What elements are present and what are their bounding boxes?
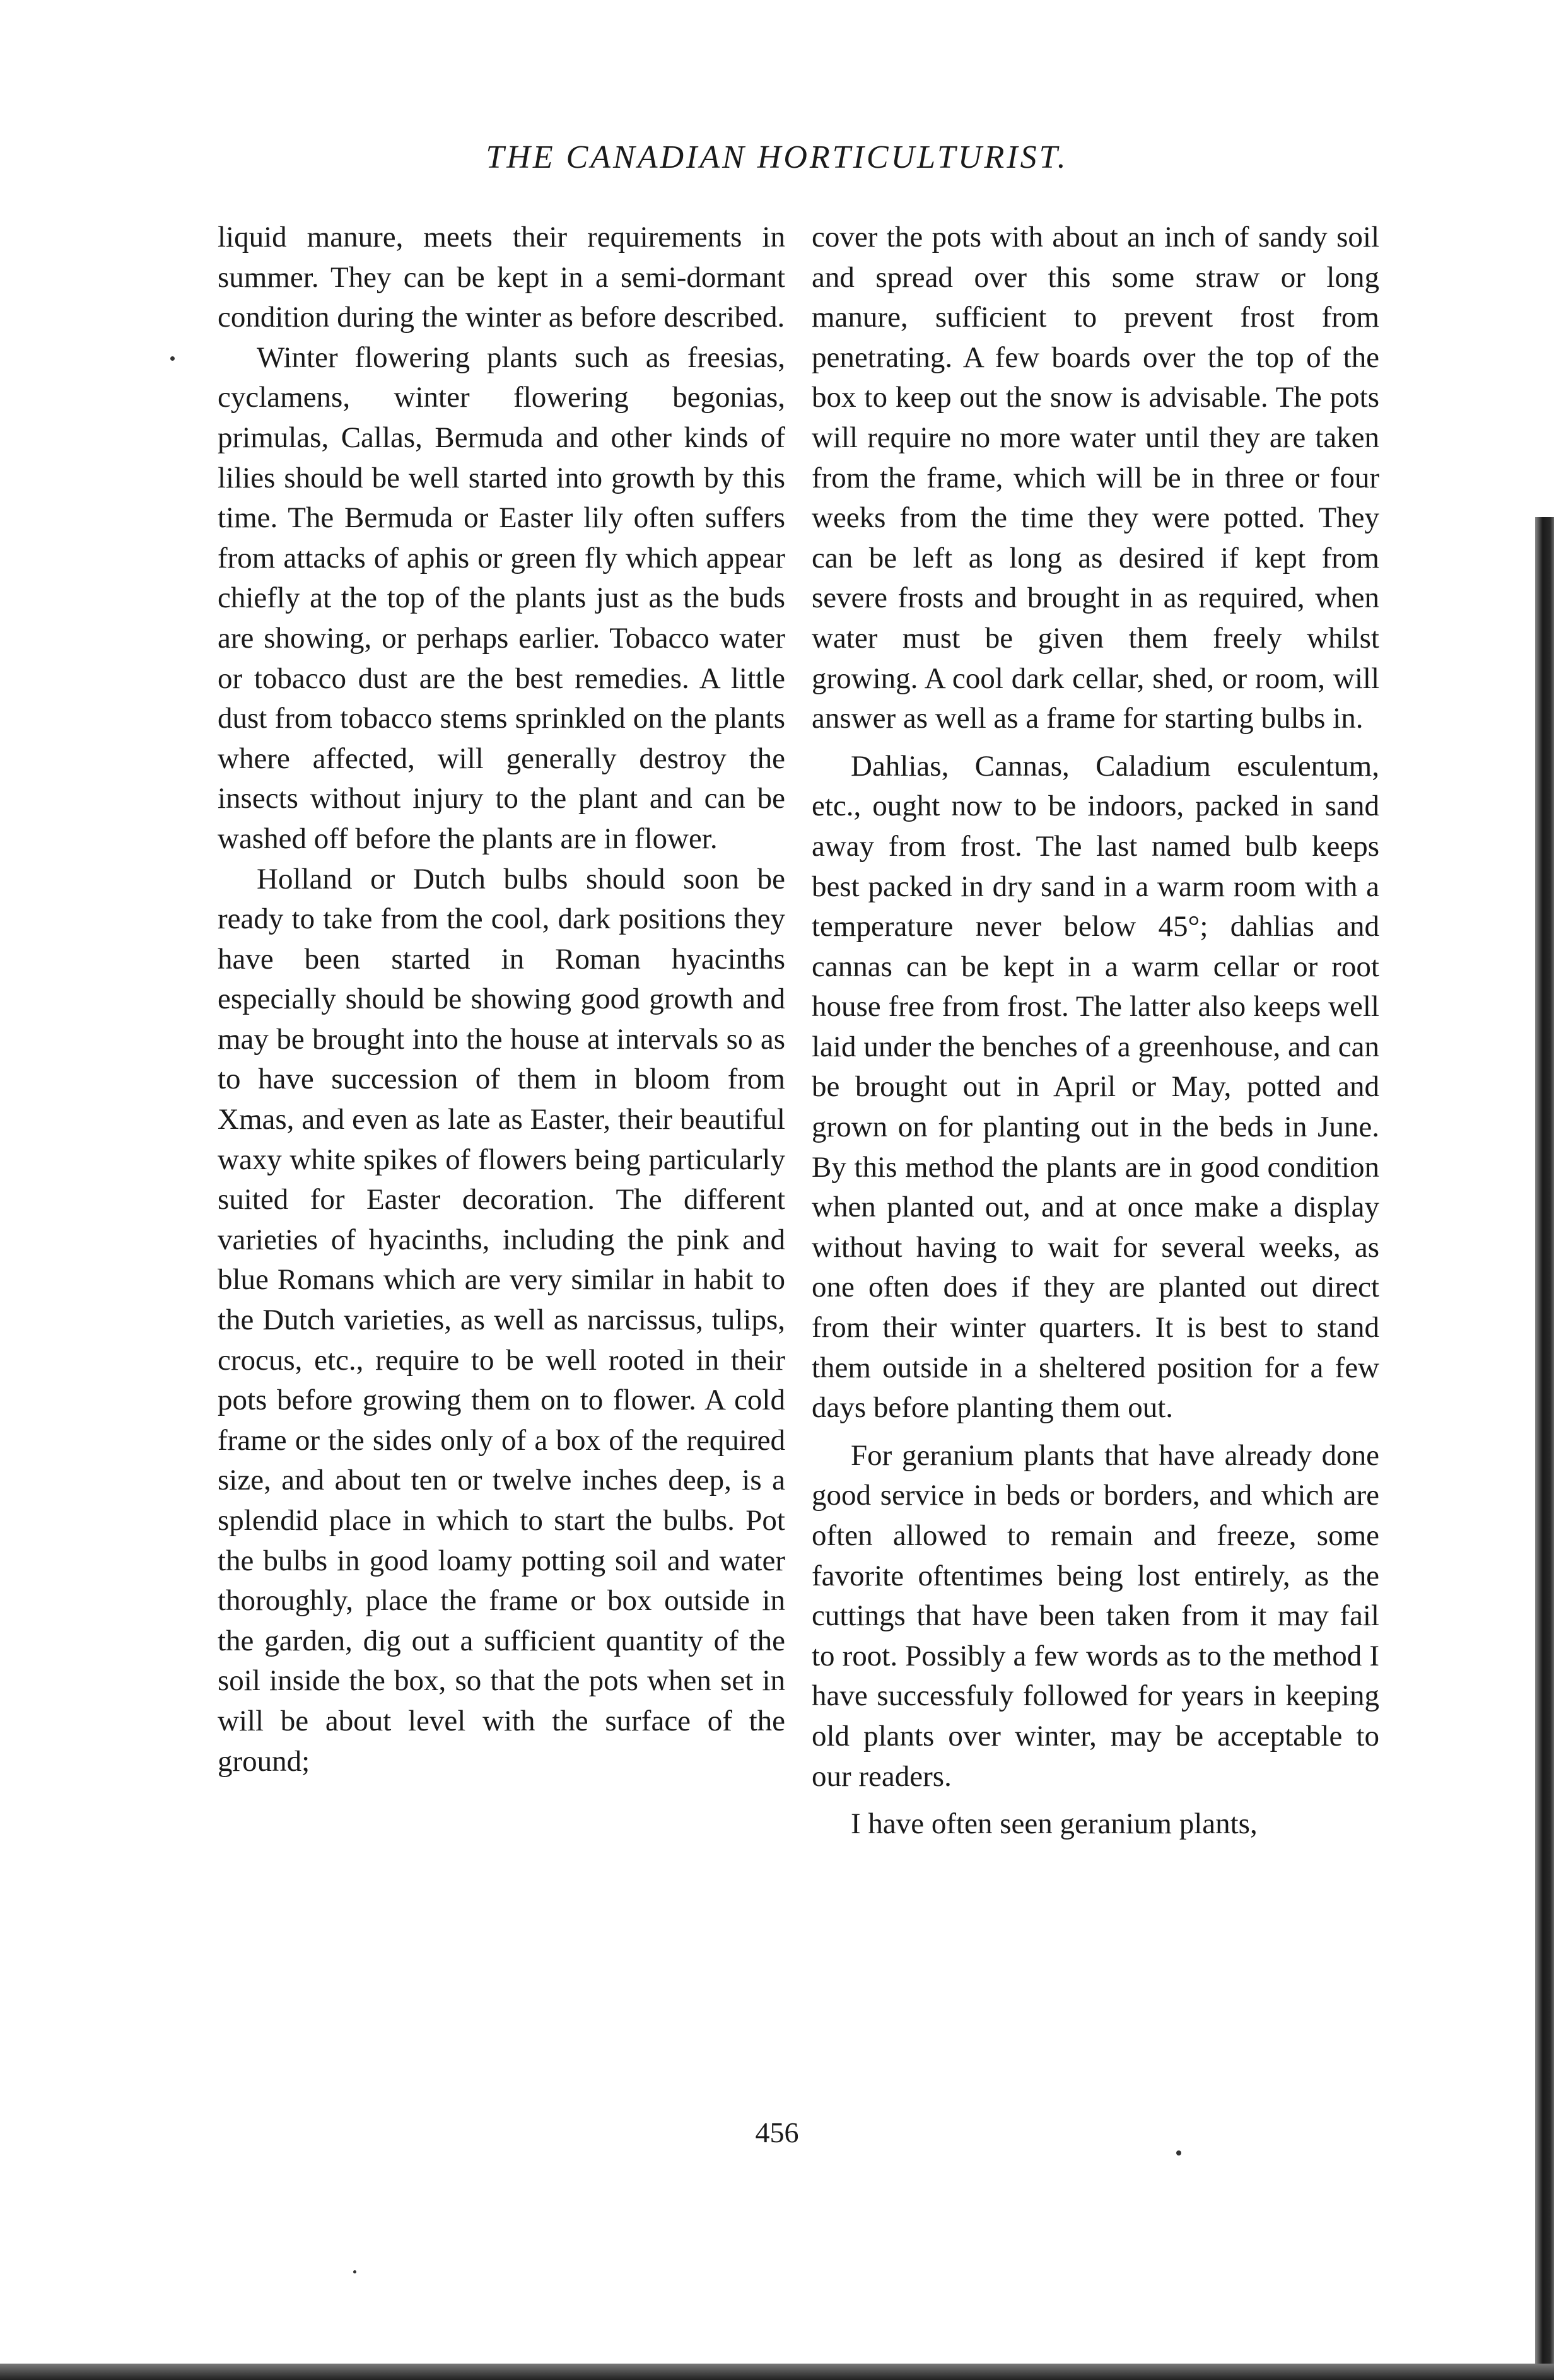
speck	[170, 356, 175, 361]
speck	[353, 2270, 356, 2273]
running-head: THE CANADIAN HORTICULTURIST.	[486, 139, 1068, 175]
paragraph: I have often seen geranium plants,	[851, 1807, 1258, 1841]
paragraph: cover the pots with about an inch of sandy soil and spread over this some straw or long manure, sufficient to prevent frost from penetrating. A few boards over the top of the box to keep out the snow is advisable. The pots will require no more water until they are taken from the frame, which will be in three or four weeks from the time they were potted. They can be left as long as desired if kept from severe frosts and brought in as required, when water must be given them freely whilst growing. A cool dark cellar, shed, or room, will answer as well as a frame for starting bulbs in.	[812, 221, 1379, 735]
speck	[1176, 2150, 1181, 2155]
paragraph: Winter flowering plants such as freesias, cyclamens, winter flowering begonias, primulas, Callas, Bermuda and other kinds of lilies should be well started into growth by this time. The Bermuda or Easter lily often suffers from attacks of aphis or green fly which appear chiefly at the top of the plants just as the buds are showing, or perhaps earlier. Tobacco water or tobacco dust are the best remedies. A little dust from tobacco stems sprinkled on the plants where affected, will generally destroy the insects without injury to the plant and can be washed off before the plants are in flower.	[218, 341, 785, 855]
page-number: 456	[755, 2116, 799, 2149]
page-edge-shadow	[1535, 517, 1554, 2365]
right-column	[812, 218, 1379, 1845]
paragraph: Dahlias, Cannas, Caladium esculentum, etc., ought now to be indoors, packed in sand away from frost. The last named bulb keeps best packed in dry sand in a warm room with a temperature never below 45°; dahlias and cannas can be kept in a warm cellar or root house free from frost. The latter also keeps well laid under the benches of a greenhouse, and can be brought out in April or May, potted and grown on for planting out in the beds in June. By this method the plants are in good condition when planted out, and at once make a display without having to wait for several weeks, as one often does if they are planted out direct from their winter quarters. It is best to stand them outside in a sheltered position for a few days before planting them out.	[812, 749, 1379, 1425]
paragraph: Holland or Dutch bulbs should soon be ready to take from the cool, dark positions they have been started in Roman hyacinths especially should be showing good growth and may be brought into the house at intervals so as to have succession of them in bloom from Xmas, and even as late as Easter, their beautiful waxy white spikes of flowers being particularly suited for Easter decoration. The different varieties of hyacinths, including the pink and blue Romans which are very similar in habit to the Dutch varieties, as well as narcissus, tulips, crocus, etc., require to be well rooted in their pots before growing them on to flower. A cold frame or the sides only of a box of the required size, and about ten or twelve inches deep, is a splendid place in which to start the bulbs. Pot the bulbs in good loamy potting soil and water thoroughly, place the frame or box outside in the garden, dig out a sufficient quantity of the soil inside the box, so that the pots when set in will be about level with the surface of the ground;	[218, 862, 785, 1778]
paragraph: liquid manure, meets their requirements in summer. They can be kept in a semi-dormant condition during the winter as before described.	[218, 221, 785, 334]
page-bottom-shadow	[0, 2364, 1554, 2380]
paragraph: For geranium plants that have already done good service in beds or borders, and which are often allowed to remain and freeze, some favorite oftentimes being lost entirely, as the cuttings that have been taken from it may fail to root. Possibly a few words as to the method I have successfuly followed for years in keeping old plants over winter, may be acceptable to our readers.	[812, 1438, 1379, 1793]
left-column	[218, 218, 785, 1782]
